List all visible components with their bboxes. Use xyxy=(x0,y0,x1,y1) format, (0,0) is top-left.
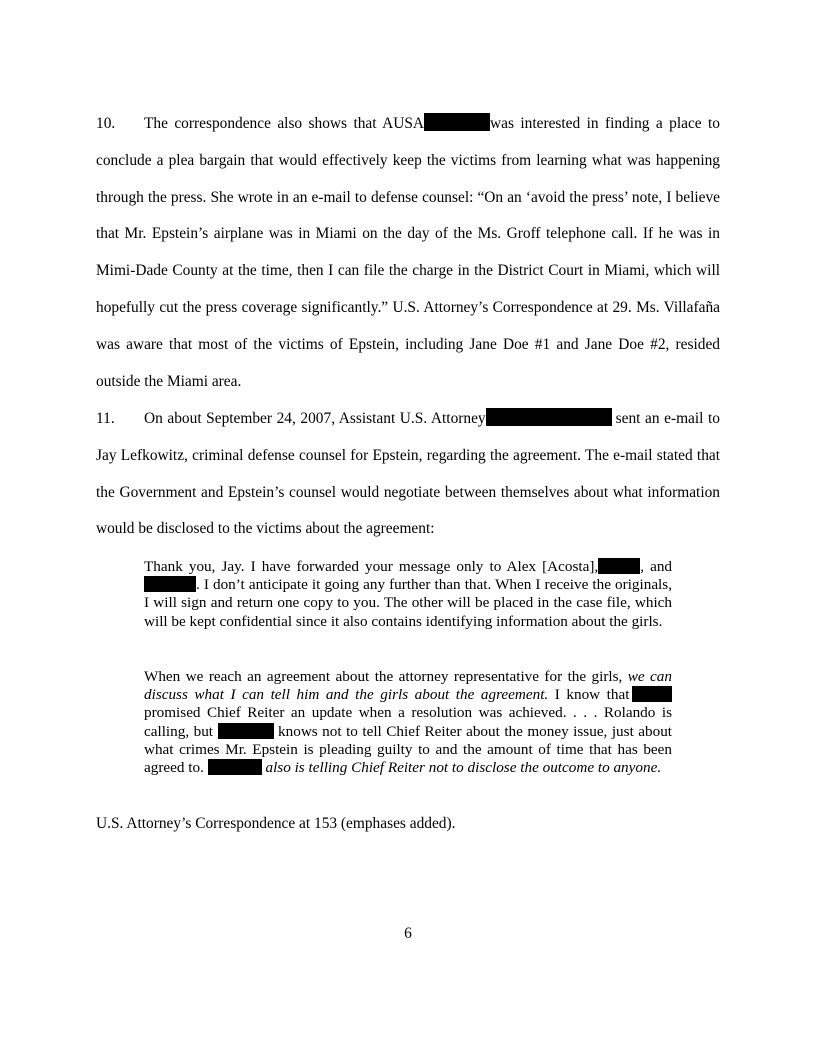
quote-text: Thank you, Jay. I have forwarded your message only to Alex [Acosta], xyxy=(144,558,599,575)
paragraph-number: 10. xyxy=(96,115,116,132)
page-number: 6 xyxy=(404,925,412,942)
quote-emphasis: also is telling Chief Reiter not to disclose the outcome to anyone. xyxy=(265,759,662,777)
block-quote-2 xyxy=(144,668,672,777)
redaction-box xyxy=(144,576,196,592)
paragraph-text: was interested in finding a place to conclude a plea bargain that would effectively keep the victims from learning what was happening through the press. She wrote in an e-mail to defense counsel: “On an ‘avoid the press’ note, I believe that Mr. Epstein’s airplane was in Miami on the day of the Ms. Groff telephone call. If he was in Mimi-Dade County at the time, then I can file the charge in the District Court in Miami, which will hopefully cut the press coverage significantly.” U.S. Attorney’s Correspondence at 29. Ms. Villafaña was aware that most of the victims of Epstein, including Jane Doe #1 and Jane Doe #2, resided outside the Miami area. xyxy=(96,115,720,390)
paragraph-11 xyxy=(96,401,720,548)
quote-emphasis: we can discuss what I can tell him and the girls about the agreement. xyxy=(144,668,672,704)
paragraph-number: 11. xyxy=(96,410,115,427)
quote-text: promised Chief Reiter an update when a resolution was achieved. . . . Rolando is calling, but xyxy=(144,704,672,740)
redaction-box xyxy=(424,113,490,131)
quote-text: When we reach an agreement about the attorney representative for the girls, xyxy=(144,668,628,685)
quote-text: . I don’t anticipate it going any further than that. When I receive the originals, I will sign and return one copy to you. The other will be placed in the case file, which will be kept confidential since it also contains identifying information about the girls. xyxy=(144,576,672,630)
paragraph-text: On about September 24, 2007, Assistant U.S. Attorney xyxy=(144,410,486,427)
quote-text: , xyxy=(640,558,644,575)
paragraph-text: The correspondence also shows that AUSA xyxy=(144,115,425,132)
quote-text: knows not to tell Chief Reiter about the money issue, just about what crimes Mr. Epstein is pleading guilty to and the amount of time that has been agreed to. xyxy=(144,722,673,777)
quote-text: I know that xyxy=(548,686,630,704)
paragraph-text: sent an e-mail to Jay Lefkowitz, criminal defense counsel for Epstein, regarding the agreement. The e-mail stated that the Government and Epstein’s counsel would negotiate between themselves about what information would be disclosed to the victims about the agreement: xyxy=(96,410,720,538)
citation: U.S. Attorney’s Correspondence at 153 (emphases added). xyxy=(96,815,456,832)
quote-text: and xyxy=(650,558,673,575)
redaction-box xyxy=(632,686,672,702)
redaction-box xyxy=(598,558,640,574)
redaction-box xyxy=(486,408,612,426)
redaction-box xyxy=(218,723,274,739)
redaction-box xyxy=(208,759,262,775)
block-quote-1 xyxy=(144,558,672,631)
paragraph-10 xyxy=(96,106,720,400)
